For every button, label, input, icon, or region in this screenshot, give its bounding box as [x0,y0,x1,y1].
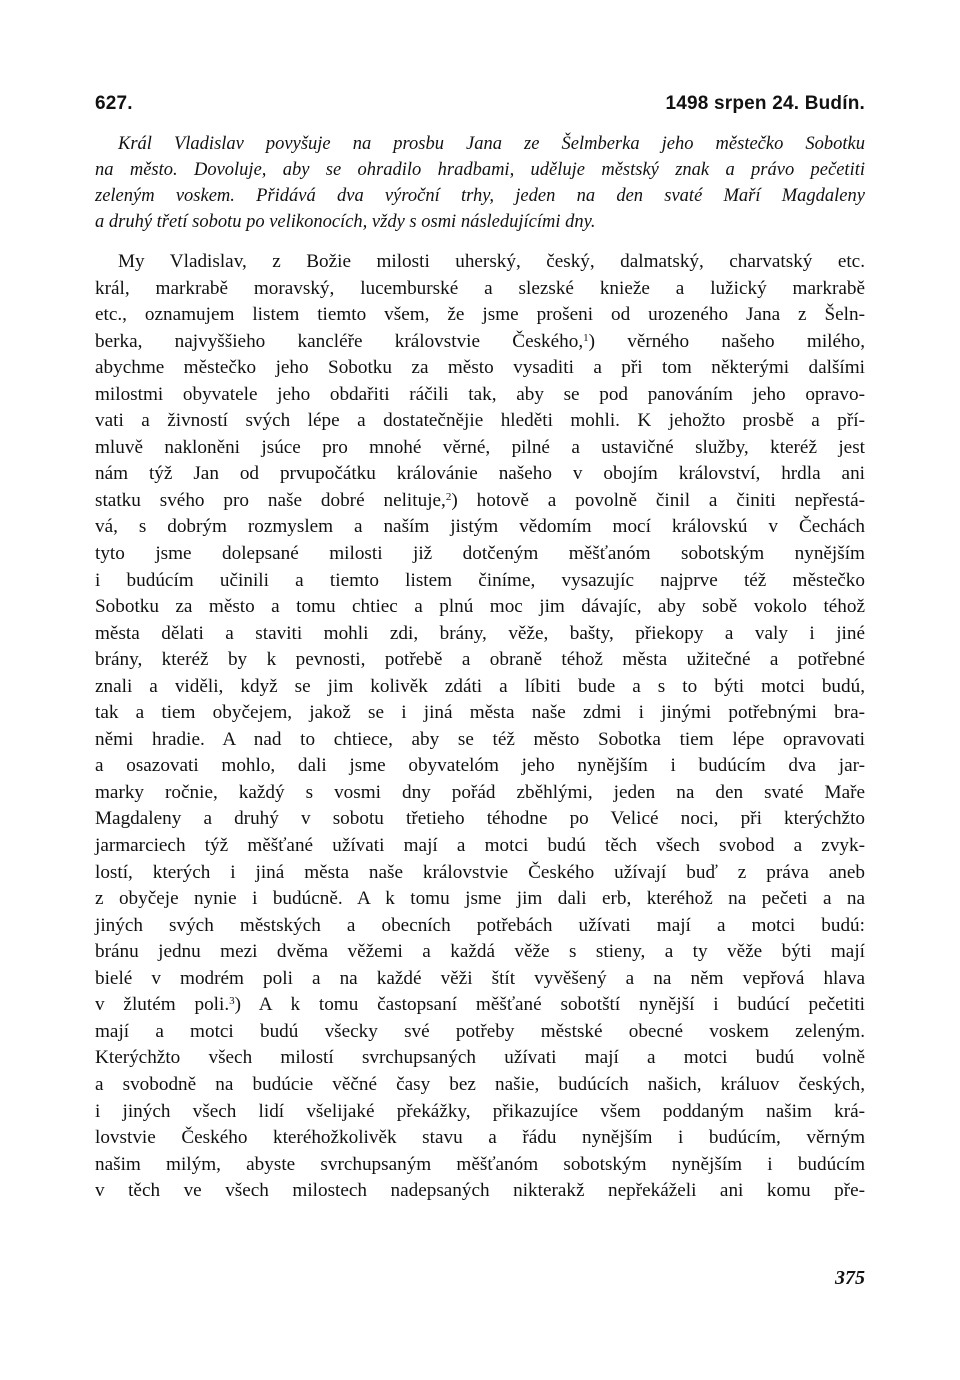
page-number: 375 [835,1267,865,1289]
text-line: města dělati a staviti mohli zdi, brány, věže, bašty, přiekopy a valy i jiné [95,622,865,644]
text-fragment: ) A k tomu častopsaní měšťané sobotští nynější i budúcí pečetiti [234,994,866,1016]
text-line: brány, kteréž by k pevnosti, potřebě a obraně téhož města užitečné a potřebné [95,649,865,671]
text-line: bielé v modrém poli a na každé věži štít vyvěšený a na něm vepřová hlava [95,967,865,989]
regest-line: a druhý třetí sobotu po velikonocích, vždy s osmi následujícími dny. [95,212,596,232]
text-line: milostmi obyvatele jeho obdařiti ráčili tak, aby se pod panováním jeho opravo- [95,383,865,405]
document-date-place: 1498 srpen 24. Budín. [665,93,865,114]
text-line: jarmarciech týž měšťané užívati mají a motci budú těch všech svobod a zvyk- [95,835,865,857]
footnote-reference: 1 [583,331,589,344]
regest-summary [95,131,865,235]
text-line: mají a motci budú všecky své potřeby městské obecné voskem zeleným. [95,1020,865,1042]
text-line: lovstvie Českého kteréhožkolivěk stavu a řádu nynějším i budúcím, věrným [95,1127,865,1149]
text-line: z obyčeje nynie i budúcně. A k tomu jsme jim dali erb, kteréhož na pečeti a na [95,888,865,910]
charter-text [95,249,865,1205]
text-line: abychme městečko jeho Sobotku za město vysaditi a při tom některými dalšími [95,357,865,379]
text-line: a osazovati mohlo, dali jsme obyvatelóm jeho nynějším i budúcím dva jar- [95,755,865,777]
document-number: 627. [95,93,133,114]
text-line: němi hradie. A nad to chtiece, aby se též město Sobotka tiem lépe opravovati [95,728,865,750]
regest-line: zeleným voskem. Přidává dva výroční trhy, jeden na den svaté Maří Magdaleny [95,186,865,206]
text-line: v těch ve všech milostech nadepsaných nikterakž nepřekáželi ani komu pře- [95,1180,865,1202]
text-line: vá, s dobrým rozmyslem a naším jistým vědomím mocí královskú v Čechách [95,516,865,538]
text-line: My Vladislav, z Božie milosti uherský, český, dalmatský, charvatský etc. [118,251,865,272]
text-line: mluvě nakloněni jsúce pro mnohé věrné, pilné a ustavičné služby, kteréž jest [95,436,865,458]
text-line: tak a tiem obyčejem, jakož se i jiná města naše zdmi i jinými potřebnými bra- [95,702,865,724]
footnote-reference: 2 [445,490,452,503]
text-line: bránu jednu mezi dvěma věžemi a každá věže s stieny, a ty věže býti mají [95,941,865,963]
text-line [95,992,865,1019]
text-line: Kterýchžto všech milostí svrchupsaných užívati mají a motci budú volně [95,1047,865,1069]
text-line [95,329,865,356]
text-line: lostí, kterých i jiná města naše královstvie Českého užívají buď z práva aneb [95,861,865,883]
document-header [95,93,865,119]
regest-line: Král Vladislav povyšuje na prosbu Jana ze Šelmberka jeho městečko Sobotku [118,134,865,154]
text-line: marky ročnie, každý s vosmi dny pořád zběhlými, jeden na den svaté Maře [95,781,865,803]
text-fragment: v žlutém poli. [95,994,230,1016]
text-line [95,488,865,515]
text-line: našim milým, abyste svrchupsaným měšťanóm sobotským nynějším i budúcím [95,1153,865,1175]
regest-line: na město. Dovoluje, aby se ohradilo hradbami, uděluje městský znak a právo pečetiti [95,160,865,180]
text-line: Magdaleny a druhý v sobotu třetieho téhodne po Velicé noci, při kterýchžto [95,808,865,830]
text-line: Sobotku za město a tomu chtiec a plnú moc jim dávajíc, aby sobě vokolo téhož [95,596,865,618]
text-line: vati a živností svých lépe a dostatečnějie hleděti mohli. K jehožto prosbě a pří- [95,410,865,432]
text-line: znali a viděli, když se jim kolivěk zdáti a líbiti bude a s to býti motci budú, [95,675,865,697]
footnote-reference: 3 [229,995,235,1008]
text-line: nám týž Jan od prvupočátku královánie našeho v obojím království, hrdla ani [95,463,865,485]
text-line: král, markrabě moravský, lucemburské a slezské knieže a lužický markrabě [95,277,865,299]
text-fragment: ) hotově a povolně činil a činiti nepřestá- [451,489,866,511]
text-fragment: ) věrného našeho milého, [588,330,865,352]
text-line: i budúcím učinili a tiemto listem činíme, vysazujíc najprve též městečko [95,569,865,591]
text-fragment: berka, najvyššieho kancléře královstvie Českého, [95,330,584,352]
text-line: i jiných všech lidí všelijaké překážky, přikazujíce všem poddaným našim krá- [95,1100,865,1122]
text-line: a svobodně na budúcie věčné časy bez našie, budúcích našich, králuov českých, [95,1073,865,1095]
text-fragment: statku svého pro naše dobré nelituje, [95,489,446,511]
text-line: tyto jsme dolepsané milosti již dotčeným měšťanóm sobotským nynějším [95,543,865,565]
text-line: etc., oznamujem listem tiemto všem, že jsme prošeni od urozeného Jana z Šeln- [95,304,865,326]
document-page [95,93,865,1205]
text-line: jiných svých městských a obecních potřebách užívati mají a motci budú: [95,914,865,936]
